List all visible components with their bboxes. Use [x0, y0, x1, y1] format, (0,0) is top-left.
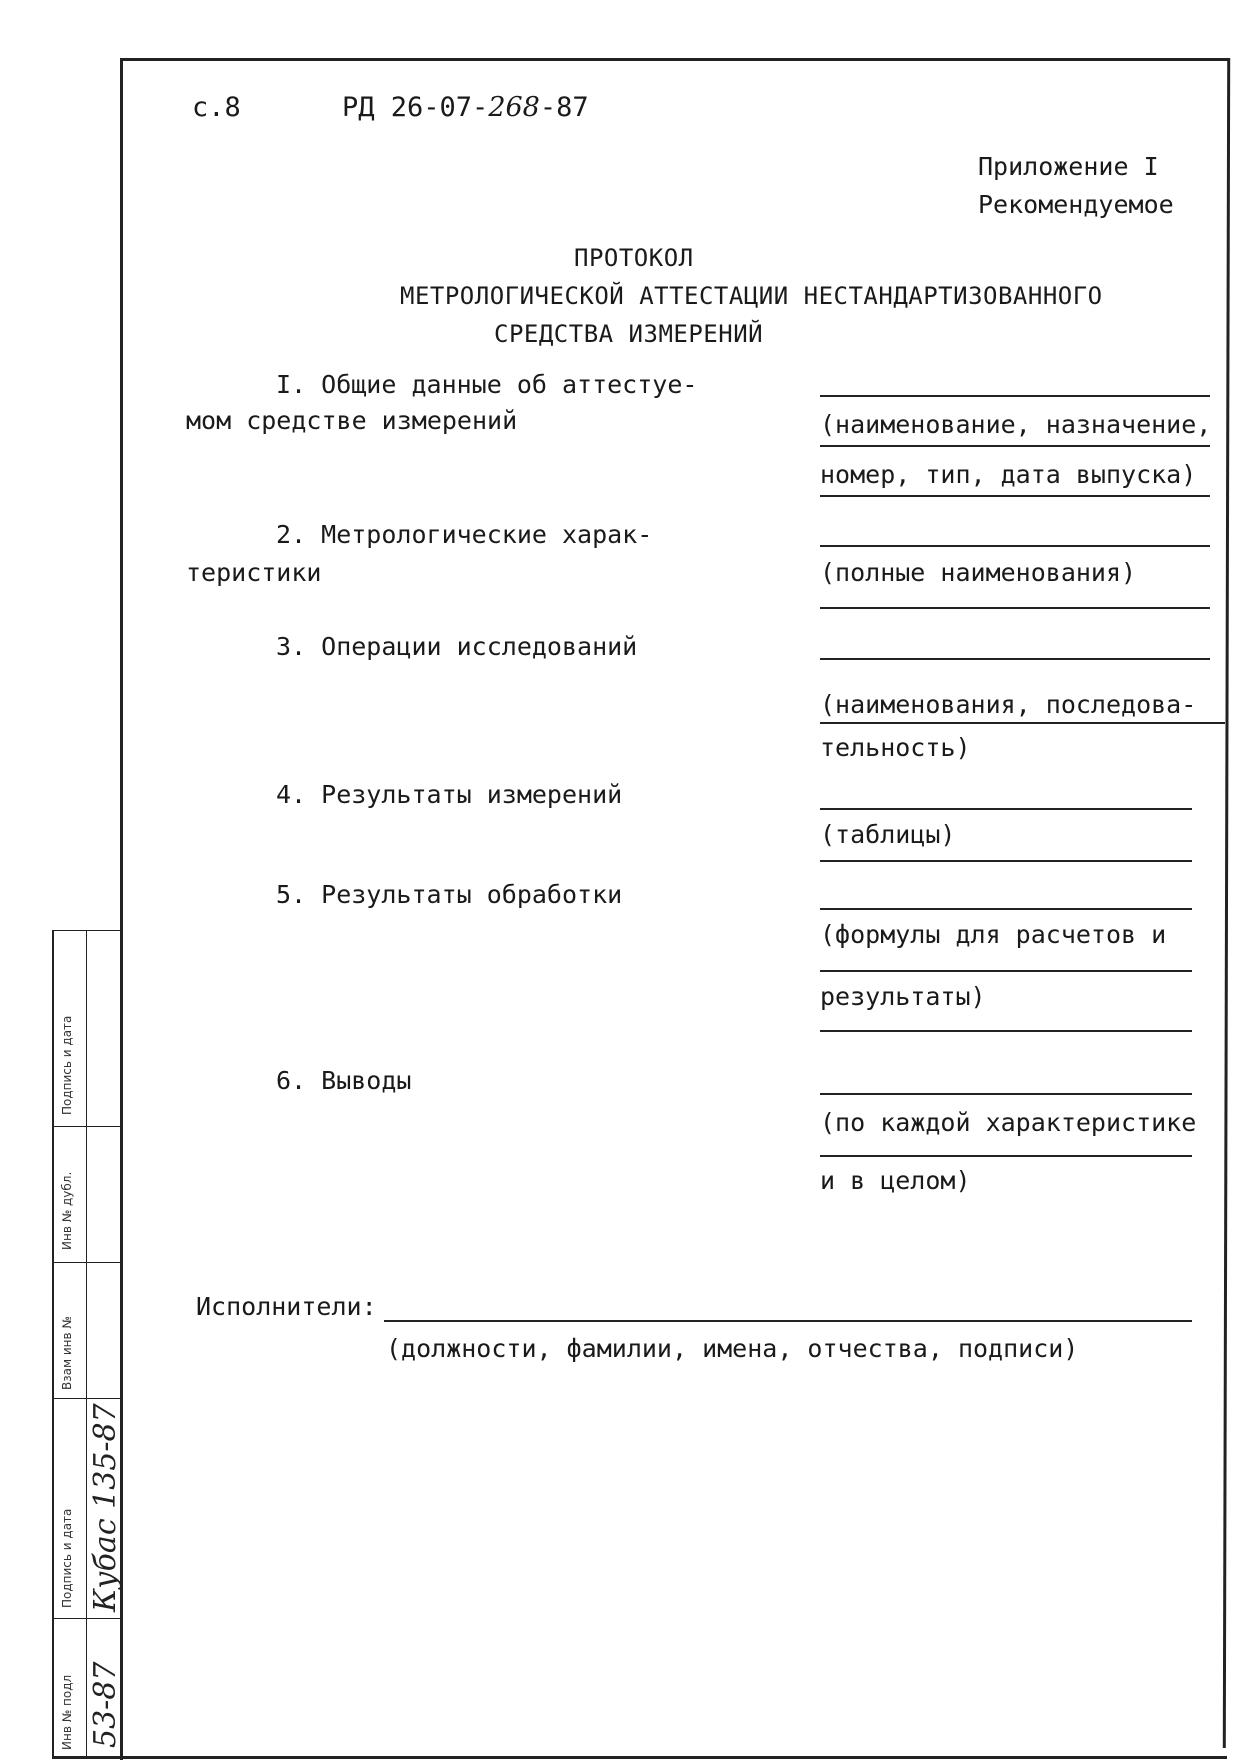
stamp-label-inv-dubl: Инв № дубл.	[60, 1171, 74, 1250]
stamp-divider	[86, 930, 87, 1756]
item-4-field-line	[820, 808, 1192, 810]
stamp-label-vzam-inv: Взам инв №	[60, 1316, 74, 1390]
item-1-label-line1: I. Общие данные об аттестуе-	[276, 370, 698, 399]
item-1-label-line2: мом средстве измерений	[186, 406, 518, 435]
stamp-row-border	[52, 1398, 120, 1399]
item-5-label-line1: 5. Результаты обработки	[276, 880, 623, 909]
item-1-field-line-3	[820, 495, 1210, 497]
document-code-prefix: РД 26-07-	[342, 92, 489, 123]
item-6-field-line-2	[820, 1155, 1192, 1157]
item-3-field-line-2	[820, 722, 1225, 724]
stamp-row-border	[52, 1126, 120, 1127]
appendix-number: Приложение I	[978, 152, 1159, 181]
stamp-row-border	[52, 930, 120, 931]
item-2-hint-line1: (полные наименования)	[820, 558, 1137, 587]
item-3-hint-line2: тельность)	[820, 733, 971, 762]
stamp-handwritten-number: 53-87	[88, 1661, 123, 1748]
stamp-handwritten-signature: Кубас 135-87	[88, 1403, 123, 1612]
performers-hint: (должности, фамилии, имена, отчества, подписи)	[386, 1334, 1079, 1363]
stamp-label-podpis-data-2: Подпись и дата	[60, 1508, 74, 1608]
document-code-handwritten: 268	[488, 92, 540, 123]
item-4-label-line1: 4. Результаты измерений	[276, 780, 623, 809]
frame-top-border	[120, 58, 1228, 61]
item-2-field-line	[820, 545, 1210, 547]
stamp-label-podpis-data: Подпись и дата	[60, 1015, 74, 1115]
item-3-label-line1: 3. Операции исследований	[276, 632, 638, 661]
stamp-row-border	[52, 1618, 120, 1619]
document-code-suffix: -87	[539, 92, 589, 123]
item-1-hint-line1: (наименование, назначение,	[820, 410, 1212, 439]
item-3-hint-line1: (наименования, последова-	[820, 690, 1197, 719]
item-6-label-line1: 6. Выводы	[276, 1066, 412, 1095]
appendix-status: Рекомендуемое	[978, 190, 1174, 219]
item-3-field-line	[820, 658, 1210, 660]
item-6-hint-line2: и в целом)	[820, 1166, 971, 1195]
item-2-label-line1: 2. Метрологические харак-	[276, 520, 653, 549]
item-2-label-line2: теристики	[186, 558, 322, 587]
item-6-hint-line1: (по каждой характеристике	[820, 1108, 1197, 1137]
item-5-hint-line1: (формулы для расчетов и	[820, 920, 1167, 949]
item-5-field-line-3	[820, 1030, 1192, 1032]
frame-bottom-border	[52, 1756, 1227, 1759]
protocol-subtitle-line1: МЕТРОЛОГИЧЕСКОЙ АТТЕСТАЦИИ НЕСТАНДАРТИЗОВАННОГО	[400, 282, 1103, 310]
item-1-field-line	[820, 395, 1210, 397]
item-2-field-line-2	[820, 607, 1210, 609]
item-1-field-line-2	[820, 445, 1210, 447]
item-1-hint-line2: номер, тип, дата выпуска)	[820, 460, 1197, 489]
item-4-hint-line1: (таблицы)	[820, 820, 956, 849]
item-4-field-line-2	[820, 860, 1192, 862]
document-code	[342, 92, 589, 123]
frame-right-border	[1223, 58, 1230, 1748]
protocol-title: ПРОТОКОЛ	[574, 244, 694, 272]
item-5-field-line-2	[820, 970, 1192, 972]
protocol-subtitle-line2: СРЕДСТВА ИЗМЕРЕНИЙ	[494, 320, 764, 348]
item-5-hint-line2: результаты)	[820, 982, 986, 1011]
page-number: с.8	[192, 92, 241, 123]
item-6-field-line	[820, 1093, 1192, 1095]
item-5-field-line	[820, 908, 1192, 910]
stamp-row-border	[52, 1262, 120, 1263]
performers-label: Исполнители:	[196, 1292, 377, 1321]
stamp-label-inv-podl: Инв № подл	[60, 1674, 74, 1750]
performers-signature-line	[384, 1320, 1192, 1322]
